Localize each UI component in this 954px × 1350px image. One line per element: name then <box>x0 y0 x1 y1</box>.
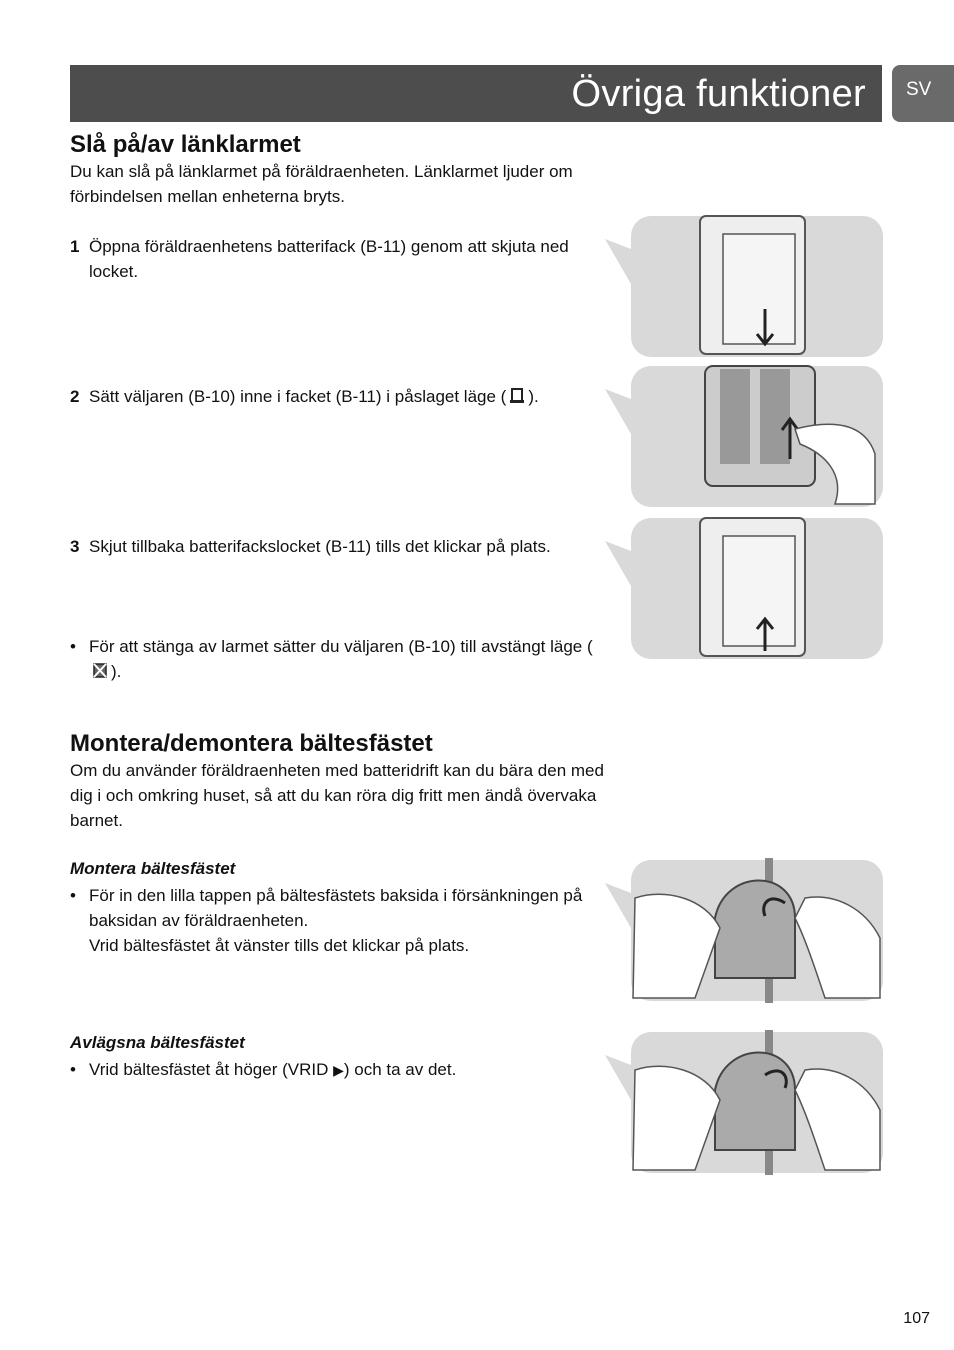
bullet-text: För att stänga av larmet sätter du väljaren (B-10) till avstängt läge (). <box>89 637 593 681</box>
alarm-off-icon <box>91 662 109 680</box>
step-number: 2 <box>70 387 80 406</box>
illustration-close-battery-cover <box>605 516 885 661</box>
alarm-on-icon <box>508 387 526 405</box>
bullet-text-continued: Vrid bältesfästet åt vänster tills det klickar på plats. <box>89 936 470 955</box>
step-3 <box>70 534 610 559</box>
bullet-alarm-off: • För att stänga av larmet sätter du väljaren (B-10) till avstängt läge (). <box>70 634 610 684</box>
language-label: SV <box>906 79 932 100</box>
page-number: 107 <box>903 1310 930 1327</box>
illustration-mount-belt-clip <box>605 858 885 1003</box>
subheading-mount: Montera bältesfästet <box>70 859 236 878</box>
step-number: 1 <box>70 237 80 256</box>
step-1 <box>70 234 610 284</box>
language-tab <box>892 65 954 122</box>
step-text: Skjut tillbaka batterifackslocket (B-11) tills det klickar på plats. <box>89 537 551 556</box>
bullet-text: Vrid bältesfästet åt höger (VRID ▶) och ta av det. <box>89 1060 457 1079</box>
illustration-open-battery-cover <box>605 214 885 359</box>
step-2 <box>70 384 610 409</box>
step-text: Öppna föräldraenhetens batterifack (B-11) genom att skjuta ned locket. <box>89 237 569 281</box>
step-text: Sätt väljaren (B-10) inne i facket (B-11) i påslaget läge ( ). <box>89 387 539 406</box>
illustration-remove-belt-clip <box>605 1030 885 1175</box>
section-intro-belt-clip: Om du använder föräldraenheten med batteridrift kan du bära den med dig i och omkring huset, så att du kan röra dig fritt men ändå övervaka barnet. <box>70 761 604 830</box>
chapter-header <box>70 65 882 122</box>
step-number: 3 <box>70 537 80 556</box>
bullet-mount: • För in den lilla tappen på bältesfästets baksida i försänkningen på baksidan av föräldraenheten. Vrid bältesfästet åt vänster tills det klickar på plats. <box>70 883 610 958</box>
section-heading-belt-clip: Montera/demontera bältesfästet <box>70 730 433 757</box>
section-intro-link-alarm: Du kan slå på länklarmet på föräldraenheten. Länklarmet ljuder om förbindelsen mellan enheterna bryts. <box>70 162 573 206</box>
play-icon: ▶ <box>333 1062 344 1078</box>
bullet-text: För in den lilla tappen på bältesfästets baksida i försänkningen på baksidan av föräldraenheten. <box>89 886 583 930</box>
chapter-title: Övriga funktioner <box>571 73 866 115</box>
subheading-remove: Avlägsna bältesfästet <box>70 1033 245 1052</box>
section-heading-link-alarm: Slå på/av länklarmet <box>70 131 301 158</box>
illustration-switch-on <box>605 364 885 509</box>
bullet-remove: • Vrid bältesfästet åt höger (VRID ▶) och ta av det. <box>70 1057 610 1083</box>
